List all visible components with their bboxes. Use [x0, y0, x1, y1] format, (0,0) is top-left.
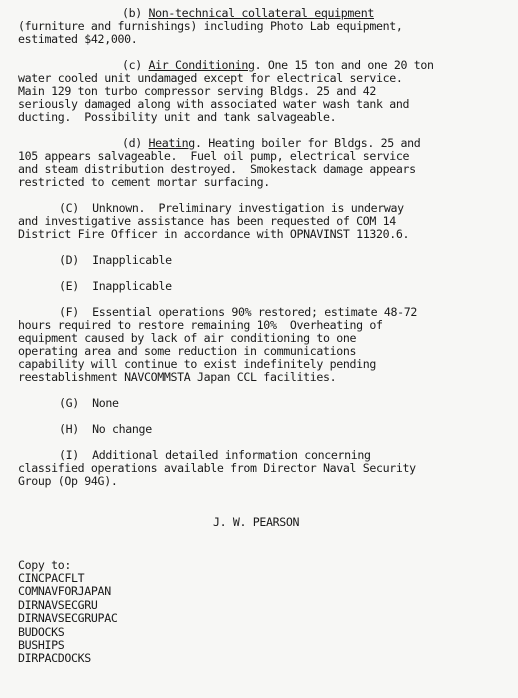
paragraph-b	[18, 7, 502, 46]
paragraph-b-heading: Non-technical collateral equipment	[148, 6, 374, 20]
copy-to-recipient: DIRPACDOCKS	[18, 651, 91, 666]
copy-to-heading: Copy to:	[18, 558, 72, 572]
paragraph-c-line: Main 129 ton turbo compressor serving Bldgs. 25 and 42	[18, 84, 377, 98]
paragraph-C-line: District Fire Officer in accordance with OPNAVINST 11320.6.	[18, 227, 410, 241]
paragraph-I-line: Group (Op 94G).	[18, 474, 118, 488]
copy-to-list	[18, 572, 502, 666]
paragraph-I-line: classified operations available from Director Naval Security	[18, 461, 416, 475]
paragraph-d-first-tail: . Heating boiler for Bldgs. 25 and	[194, 136, 421, 150]
paragraph-d-line: 105 appears salvageable. Fuel oil pump, electrical service	[18, 149, 410, 163]
paragraph-G: (G) None	[59, 396, 119, 410]
paragraph-b-line: estimated $42,000.	[18, 32, 138, 46]
paragraph-d	[18, 137, 502, 189]
paragraph-F-first-line: (F) Essential operations 90% restored; estimate 48-72	[59, 305, 418, 319]
paragraph-b-label: (b)	[122, 6, 142, 20]
paragraph-F-line: operating area and some reduction in communications	[18, 344, 357, 358]
paragraph-c-label: (c)	[122, 58, 142, 72]
paragraph-H: (H) No change	[59, 422, 152, 436]
paragraph-C	[18, 202, 502, 241]
paragraph-F-line: equipment caused by lack of air conditioning to one	[18, 331, 357, 345]
paragraph-C-first-line: (C) Unknown. Preliminary investigation is underway	[59, 201, 404, 215]
paragraph-D: (D) Inapplicable	[59, 253, 172, 267]
paragraph-F	[18, 306, 502, 384]
copy-to-recipient: CINCPACFLT	[18, 571, 85, 585]
paragraph-I-first-line: (I) Additional detailed information concerning	[59, 448, 371, 462]
paragraph-c-line: seriously damaged along with associated water wash tank and	[18, 97, 410, 111]
paragraph-F-line: reestablishment NAVCOMMSTA Japan CCL facilities.	[18, 370, 337, 384]
copy-to-recipient: DIRNAVSECGRU	[18, 597, 98, 612]
paragraph-F-line: hours required to restore remaining 10% Overheating of	[18, 318, 383, 332]
paragraph-d-line: restricted to cement mortar surfacing.	[18, 175, 270, 189]
paragraph-C-line: and investigative assistance has been requested of COM 14	[18, 214, 396, 228]
paragraph-c-heading: Air Conditioning	[148, 58, 255, 72]
paragraph-I	[18, 449, 502, 488]
copy-to-recipient: COMNAVFORJAPAN	[18, 584, 111, 599]
paragraph-c-line: ducting. Possibility unit and tank salvageable.	[18, 110, 337, 124]
copy-to-recipient: BUDOCKS	[18, 624, 65, 639]
paragraph-c-line: water cooled unit undamaged except for electrical service.	[18, 71, 403, 85]
copy-to-block	[18, 559, 502, 666]
paragraph-c-first-tail: . One 15 ton and one 20 ton	[254, 58, 434, 72]
copy-to-recipient: DIRNAVSECGRUPAC	[18, 611, 118, 626]
signature-name: J. W. PEARSON	[213, 515, 300, 529]
paragraph-b-line: (furniture and furnishings) including Photo Lab equipment,	[18, 19, 403, 33]
paragraph-E: (E) Inapplicable	[59, 279, 172, 293]
paragraph-d-line: and steam distribution destroyed. Smokestack damage appears	[18, 162, 416, 176]
paragraph-F-line: capability will continue to exist indefinitely pending	[18, 357, 377, 371]
paragraph-d-heading: Heating	[148, 136, 195, 150]
copy-to-recipient: BUSHIPS	[18, 638, 65, 653]
paragraph-c	[18, 59, 502, 124]
paragraph-d-label: (d)	[122, 136, 142, 150]
